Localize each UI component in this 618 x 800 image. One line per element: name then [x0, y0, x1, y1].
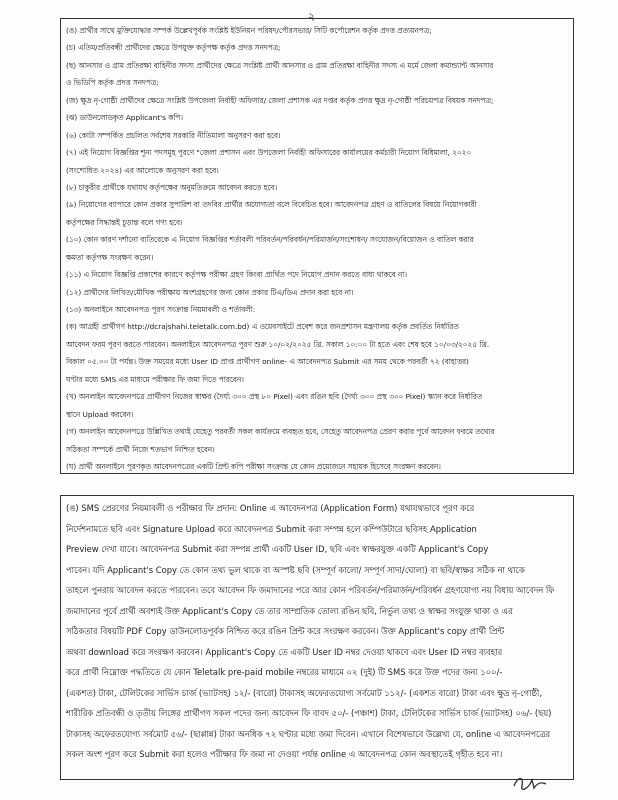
sms-instruction-line: সকল অংশ পূরণ করে Submit করা হলেও পরীক্ষার ফি জমা না দেওয়া পর্যন্ত online এ আবেদনপত্র কোন অবস্থাতেই গৃহীত হবে না। [66, 749, 503, 759]
condition-line: (৬) কোটা সম্পর্কিত প্রচলিত সর্বশেষ সরকারি নীতিমালা অনুসরণ করা হবে। [66, 130, 281, 140]
condition-line: (১২) প্রার্থীদের লিখিত/মৌখিক পরীক্ষায় অংশগ্রহণের জন্য কোন প্রকার টিএ/ডিএ প্রদান করা হবে না। [66, 287, 354, 297]
condition-line: বিকাল ০৫.০০ টা পর্যন্ত। উক্ত সময়ের মধ্যে User ID প্রাপ্ত প্রার্থীগণ online- এ আবেদনপত্র Submit এর সময় থেকে পরবর্তী ৭২ (বাহাত্তর) [66, 357, 469, 367]
sms-instruction-line: তাহলে পুনরায় আবেদন করতে পারবেন। তবে আবেদন ফি জমাদানের পরে আর কোন পরিবর্তন/পরিমার্জন/পরিবর্ধন গ্রহণযোগ্য নয় বিধায় আবেদন ফি [66, 585, 555, 595]
sms-instruction-line: টাকাসহ অফেরতযোগ্য সর্বমোট ৫৬/- (ছাপ্পান্ন) টাকা অনধিক ৭২ ঘণ্টার মধ্যে জমা দিবেন। এখানে বিশেষভাবে উল্লেখ্য যে, online এ আবেদনপত্রের [66, 728, 551, 739]
condition-line: স্থানে Upload করবেন। [66, 409, 134, 419]
condition-line: ও ভিডিপি কর্তৃক প্রদত্ত সনদপত্র; [66, 78, 159, 88]
sms-instruction-line: অথবা download করে সংরক্ষণ করবেন। Applicant's Copy তে একটি User ID নম্বর দেওয়া থাকবে এবং User ID নম্বর ব্যবহার [66, 646, 503, 657]
condition-line: কর্তৃপক্ষের সিদ্ধান্তই চূড়ান্ত বলে গণ্য হবে। [66, 217, 183, 227]
condition-line: (ছ) আনসার ও গ্রাম প্রতিরক্ষা বাহিনীর সদস্য প্রার্থীদের ক্ষেত্রে সংশ্লিষ্ট প্রার্থী আনসার ও গ্রাম প্রতিরক্ষা বাহিনীর সদস্য এ মর্মে জেলা কমান্ড্যান্ট আনসার [66, 60, 494, 70]
signature-mark [510, 772, 550, 794]
condition-line: (ঘ) প্রার্থী অনলাইনে পূরণকৃত আবেদনপত্রের একটি প্রিন্ট কপি পরীক্ষা সংক্রান্ত যে কোন প্রয়োজনে সহায়ক হিসেবে সংরক্ষণ করবেন। [66, 462, 441, 471]
condition-line: (১০) কোন কারণ দর্শানো ব্যতিরেকে এ নিয়োগ বিজ্ঞপ্তির শর্তাবলী পরিবর্তন/পরিবর্ধন/পরিমার্জন/সংশোধন/ সংযোজন/বিয়োজন ও বাতিল করার [66, 235, 474, 245]
condition-line: ক্ষমতা কর্তৃপক্ষ সংরক্ষণ করেন। [66, 252, 154, 262]
condition-line: ঘণ্টার মধ্যে SMS এর মাধ্যমে পরীক্ষার ফি জমা দিতে পারবেন। [66, 374, 244, 384]
condition-line: (চ) এতিম/প্রতিবন্ধী প্রার্থীদের ক্ষেত্রে উপযুক্ত কর্তৃপক্ষ কর্তৃক প্রদত্ত সনদপত্র; [66, 43, 281, 53]
condition-line: (গ) অনলাইন আবেদনপত্রে উল্লিখিত তথ্যই যেহেতু পরবর্তী সকল কার্যক্রমে ব্যবহৃত হবে, সেহেতু আবেদনপত্র প্রেরণ করার পূর্বে আবেদন ফরমে তথ্যের [66, 427, 495, 437]
condition-line: (৯) নিয়োগের ব্যাপারে কোন প্রকার সুপারিশ বা তদবির প্রার্থীর অযোগ্যতা বলে বিবেচিত হবে। আবেদনপত্র গ্রহণ ও বাতিলের বিষয়ে নিয়োগকারী [66, 200, 477, 210]
sms-instruction-line: করে প্রার্থী নিম্নোক্ত পদ্ধতিতে যে কোন Teletalk pre-paid mobile নম্বরের মাধ্যমে ০২ (দুই) টি SMS করে উক্ত পদের জন্য ১০০/- [66, 667, 503, 677]
page-number: ২ [308, 10, 316, 23]
condition-line: (সংশোধিত ২০২৪) এর আলোকে অনুসরণ করা হবে। [66, 165, 219, 175]
condition-line: (ঝ) ডাউনলোডকৃত Applicant's কপি। [66, 113, 183, 123]
sms-instruction-line: (একশত) টাকা, টেলিটকের সার্ভিস চার্জ (ভ্যাটসহ) ১২/- (বারো) টাকাসহ অফেরতযোগ্য সর্বমোট ১১২/- (একশত বারো) টাকা এবং ক্ষুদ্র নৃ-গোষ্ঠী, [66, 687, 542, 698]
sms-instruction-line: Preview দেখা যাবে। আবেদনপত্র Submit করা সম্পন্ন প্রার্থী একটি User ID, ছবি এবং স্বাক্ষরযুক্ত একটি Applicant's Copy [66, 544, 489, 554]
sms-instruction-line: শারীরিক প্রতিবন্ধী ও তৃতীয় লিঙ্গের প্রার্থীগণ সকল পদের জন্য আবেদন ফি বাবদ ৫০/- (পঞ্চাশ) টাকা, টেলিটকের সার্ভিস চার্জ (ভ্যাটসহ) ০৬/- (ছয়) [66, 708, 552, 718]
condition-line: (১১) এ নিয়োগ বিজ্ঞপ্তি প্রকাশের কারণে কর্তৃপক্ষ পরীক্ষা গ্রহণ কিংবা প্রার্থিত পদে নিয়োগ প্রদান করতে বাধ্য থাকবে না। [66, 270, 408, 280]
sms-instruction-line: নির্দেশনামতে ছবি এবং Signature Upload করে আবেদনপত্র Submit করা সম্পন্ন হলে কম্পিউটারে ছবিসহ Application [66, 523, 477, 534]
condition-line: আবেদন ফরম পূরণ করতে পারবেন। অনলাইনে আবেদনপত্র পূরণ শুরু ১০/০২/২০২৫ খ্রি. সকাল ১০:০০ টা হতে এবং শেষ হবে ১০/০৩/২০২৫ খ্রি. [66, 339, 490, 349]
sms-instruction-line: (ঙ) SMS প্রেরণের নিয়মাবলী ও পরীক্ষার ফি প্রদান: Online এ আবেদনপত্র (Application Form) যথাযথভাবে পূরণ করে [66, 503, 475, 513]
condition-line: (জ) ক্ষুদ্র নৃ-গোষ্ঠী প্রার্থীদের ক্ষেত্রে সংশ্লিষ্ট উপজেলা নির্বাহী অফিসার/ জেলা প্রশাসক এর দপ্তর কর্তৃক প্রদত্ত ক্ষুদ্র নৃ-গোষ্ঠী পরিচয়পত্র বিষয়ক সনদপত্র; [66, 95, 494, 105]
condition-line: (৭) এই নিয়োগ বিজ্ঞপ্তির শূন্য পদসমূহ পূরণে "জেলা প্রশাসন এবং উপজেলা নির্বাহী অফিসারের কার্যালয়ের কর্মচারী নিয়োগ বিধিমালা, ২০২০ [66, 148, 472, 158]
condition-line: (খ) অনলাইন আবেদনপত্রে প্রার্থীগণ নিজের স্বাক্ষর (দৈর্ঘ্য ৩০০ প্রস্থ ৮০ Pixel) এবং রঙিন ছবি (দৈর্ঘ্য ৩০০ প্রস্থ ৩০০ Pixel) স্ক্যান করে নির্ধারিত [66, 392, 483, 402]
sms-instruction-line: সঠিকতার বিষয়টি PDF Copy ডাউনলোডপূর্বক নিশ্চিত করে রঙিন প্রিন্ট করে সংরক্ষণ করবেন। উক্ত Applicant's copy প্রার্থী প্রিন্ট [66, 626, 505, 636]
condition-line: সঠিকতা সম্পর্কে প্রার্থী নিজে শতভাগ নিশ্চিত হবেন। [66, 444, 215, 454]
condition-line: (ঙ) প্রার্থীর সাথে মুক্তিযোদ্ধার সম্পর্ক উল্লেখপূর্বক সংশ্লিষ্ট ইউনিয়ন পরিষদ/পৌরসভার/ সিটি কর্পোরেশন কর্তৃক প্রদত্ত প্রত্যয়নপত্র; [66, 26, 432, 35]
condition-line: (ক) আগ্রহী প্রার্থীগণ http://dcrajshahi.teletalk.com.bd) এ ওয়েবসাইটে প্রবেশ করে জনপ্রশাসন মন্ত্রণালয় কর্তৃক প্রবর্তিত নির্ধারিত [66, 322, 459, 332]
condition-line: (১৩) অনলাইনে আবেদনপত্র পূরণ সংক্রান্ত নিয়মাবলী ও শর্তাবলী: [66, 305, 256, 315]
sms-instruction-line: পাবেন। যদি Applicant's Copy তে কোন তথ্য ভুল থাকে বা অস্পষ্ট ছবি (সম্পূর্ণ কালো/ সম্পূর্ণ সাদা/ঘোলা) বা ছবি/স্বাক্ষর সঠিক না থাকে [66, 564, 525, 575]
condition-line: (৮) চাকুরীর প্রার্থীকে যথাযথ কর্তৃপক্ষের অনুমতিক্রমে আবেদন করতে হবে। [66, 182, 278, 192]
sms-instruction-line: জমাদানের পূর্বে প্রার্থী অবশ্যই উক্ত Applicant's Copy তে তার সাম্প্রতিক তোলা রঙিন ছবি, নির্ভুল তথ্য ও স্বাক্ষর সংযুক্ত থাকা ও এর [66, 605, 513, 616]
